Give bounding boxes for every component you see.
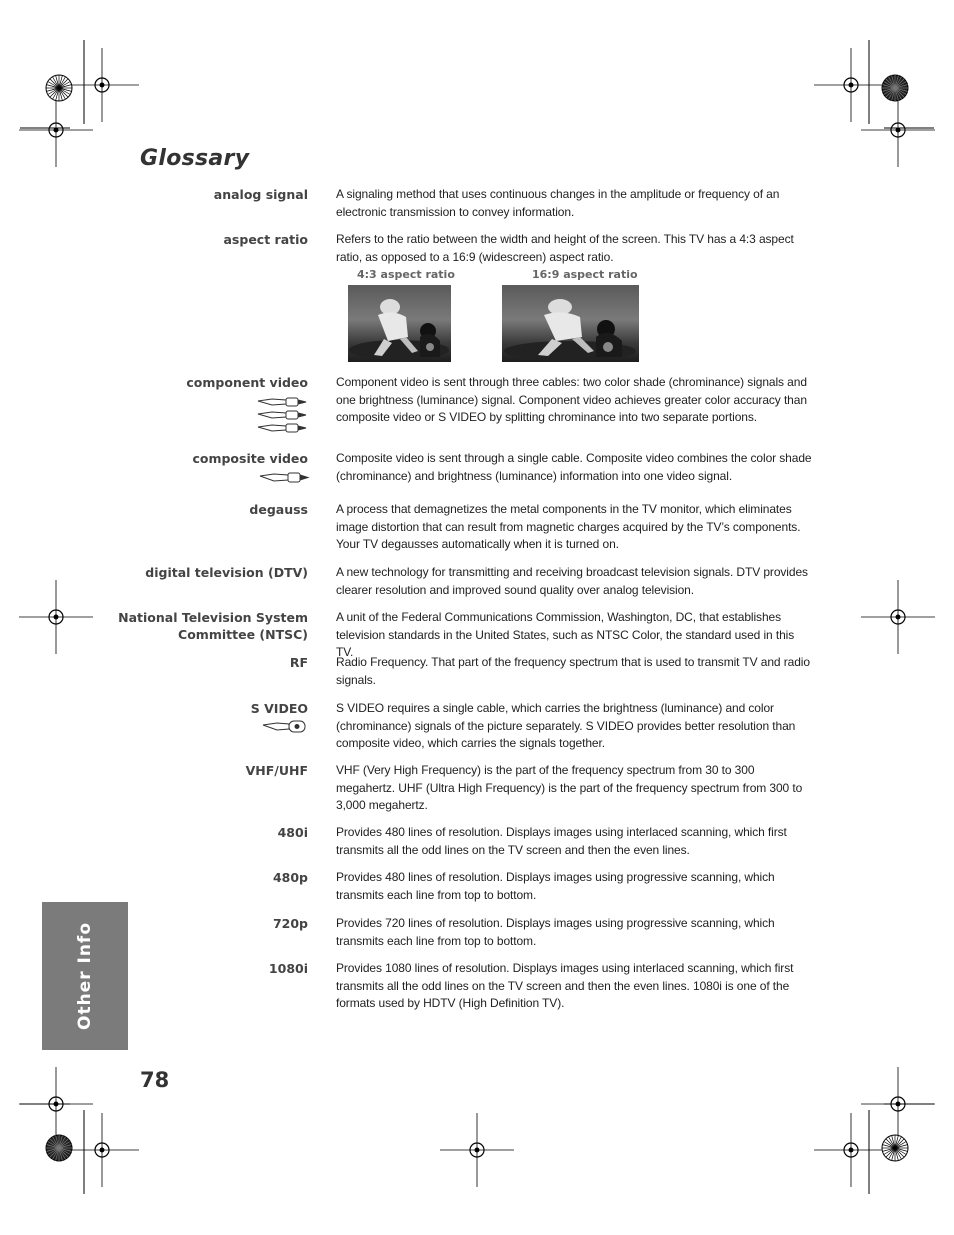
page-number: 78 bbox=[140, 1068, 170, 1092]
crosshair-mark bbox=[19, 580, 93, 654]
term: 1080i bbox=[268, 961, 308, 976]
component-cable-icon bbox=[256, 396, 308, 436]
crosshair-mark bbox=[440, 1113, 514, 1187]
crosshair-mark bbox=[814, 48, 888, 122]
definition: A new technology for transmitting and receiving broadcast television signals. DTV provides clearer resolution and improved sound quality over analog television. bbox=[336, 565, 808, 597]
caption-4-3: 4:3 aspect ratio bbox=[357, 268, 455, 281]
color-target-mark bbox=[46, 1135, 72, 1161]
term: composite video bbox=[192, 451, 308, 466]
term: 480i bbox=[277, 825, 308, 840]
term: National Television System Committee (NTSC) bbox=[118, 610, 308, 642]
term: degauss bbox=[249, 502, 308, 517]
definition: Composite video is sent through a single cable. Composite video combines the color shade (chrominance) and brightness (luminance) information into one video signal. bbox=[336, 451, 812, 483]
term: S VIDEO bbox=[250, 701, 308, 716]
term: aspect ratio bbox=[223, 232, 308, 247]
crosshair-mark bbox=[814, 1113, 888, 1187]
definition: A process that demagnetizes the metal components in the TV monitor, which eliminates image distortion that can result from magnetic charges acquired by the TV’s components. Your TV degausses automatically when it is turned on. bbox=[336, 502, 801, 551]
definition: Provides 1080 lines of resolution. Displays images using interlaced scanning, which first transmits all the odd lines on the TV screen and then the even lines. 1080i is one of the formats used by HDTV (High Definition TV). bbox=[336, 961, 794, 1010]
crosshair-mark bbox=[19, 93, 93, 167]
definition: S VIDEO requires a single cable, which carries the brightness (luminance) and color (chrominance) signals of the picture separately. S VIDEO provides better resolution than composite video, which carries the signals together. bbox=[336, 701, 796, 750]
color-target-mark bbox=[882, 75, 908, 101]
crosshair-mark bbox=[65, 1113, 139, 1187]
definition: VHF (Very High Frequency) is the part of the frequency spectrum from 30 to 300 megahertz. UHF (Ultra High Frequency) is the part of the frequency spectrum from 300 to 3,000 megahertz. bbox=[336, 763, 803, 812]
crosshair-mark bbox=[65, 48, 139, 122]
definition: Refers to the ratio between the width and height of the screen. This TV has a 4:3 aspect ratio, as opposed to a 16:9 (widescreen) aspect ratio. bbox=[336, 232, 794, 264]
term: component video bbox=[186, 375, 308, 390]
caption-16-9: 16:9 aspect ratio bbox=[532, 268, 638, 281]
photo-16-9-football-player bbox=[502, 285, 639, 362]
definition: Radio Frequency. That part of the frequency spectrum that is used to transmit TV and radio signals. bbox=[336, 655, 810, 687]
definition: A unit of the Federal Communications Commission, Washington, DC, that establishes television standards in the United States, such as NTSC Color, the standard used in this TV. bbox=[336, 610, 795, 659]
definition: A signaling method that uses continuous changes in the amplitude or frequency of an electronic transmission to convey information. bbox=[336, 187, 780, 219]
composite-cable-icon bbox=[258, 471, 310, 485]
definition: Component video is sent through three cables: two color shade (chrominance) signals and one brightness (luminance) signal. Component video achieves greater color accuracy than composite video or S VIDEO by splitting chrominance into two separate portions. bbox=[336, 375, 807, 424]
crosshair-mark bbox=[861, 580, 935, 654]
term: RF bbox=[289, 655, 308, 670]
section-tab-label-wrap bbox=[42, 902, 128, 1050]
term: 480p bbox=[272, 870, 308, 885]
crosshair-mark bbox=[19, 1067, 93, 1141]
term: digital television (DTV) bbox=[145, 565, 308, 580]
photo-4-3-football-player bbox=[348, 285, 451, 362]
section-tab-label: Other Info bbox=[75, 921, 96, 1031]
color-target-mark bbox=[882, 1135, 908, 1161]
color-target-mark bbox=[46, 75, 72, 101]
term: 720p bbox=[272, 916, 308, 931]
definition: Provides 720 lines of resolution. Displays images using progressive scanning, which transmits each line from top to bottom. bbox=[336, 916, 775, 948]
definition: Provides 480 lines of resolution. Displays images using progressive scanning, which transmits each line from top to bottom. bbox=[336, 870, 775, 902]
section-tab bbox=[42, 902, 128, 1050]
term: analog signal bbox=[213, 187, 308, 202]
term: VHF/UHF bbox=[245, 763, 308, 778]
s-video-cable-icon bbox=[261, 720, 309, 734]
crosshair-mark bbox=[861, 1067, 935, 1141]
football-player-image bbox=[348, 285, 451, 362]
page-title: Glossary bbox=[140, 146, 250, 171]
definition: Provides 480 lines of resolution. Displays images using interlaced scanning, which first transmits all the odd lines on the TV screen and then the even lines. bbox=[336, 825, 787, 857]
football-player-image bbox=[502, 285, 639, 362]
crosshair-mark bbox=[861, 93, 935, 167]
